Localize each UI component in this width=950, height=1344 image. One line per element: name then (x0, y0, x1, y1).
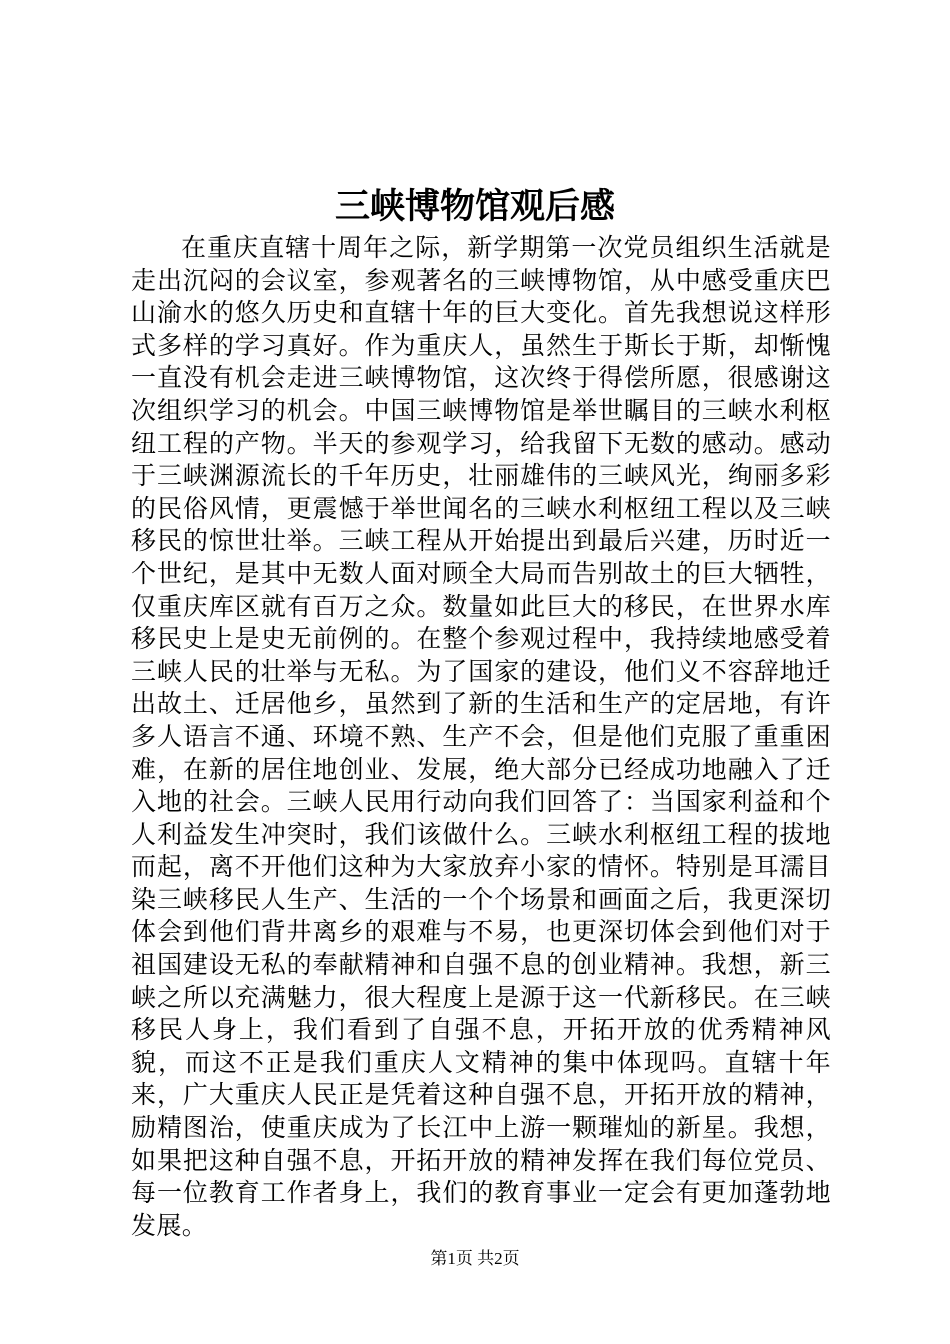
document-title: 三峡博物馆观后感 (334, 186, 615, 227)
body-paragraph: 在重庆直辖十周年之际，新学期第一次党员组织生活就是走出沉闷的会议室，参观著名的三峡博物馆，从中感受重庆巴山渝水的悠久历史和直辖十年的巨大变化。首先我想说这样形式多样的学习真好。作为重庆人，虽然生于斯长于斯，却惭愧一直没有机会走进三峡博物馆，这次终于得偿所愿，很感谢这次组织学习的机会。中国三峡博物馆是举世瞩目的三峡水利枢纽工程的产物。半天的参观学习，给我留下无数的感动。感动于三峡渊源流长的千年历史，壮丽雄伟的三峡风光，绚丽多彩的民俗风情，更震憾于举世闻名的三峡水利枢纽工程以及三峡移民的惊世壮举。三峡工程从开始提出到最后兴建，历时近一个世纪，是其中无数人面对顾全大局而告别故土的巨大牺牲，仅重庆库区就有百万之众。数量如此巨大的移民，在世界水库移民史上是史无前例的。在整个参观过程中，我持续地感受着三峡人民的壮举与无私。为了国家的建设，他们义不容辞地迁出故土、迁居他乡，虽然到了新的生活和生产的定居地，有许多人语言不通、环境不熟、生产不会，但是他们克服了重重困难，在新的居住地创业、发展，绝大部分已经成功地融入了迁入地的社会。三峡人民用行动向我们回答了：当国家利益和个人利益发生冲突时，我们该做什么。三峡水利枢纽工程的拔地而起，离不开他们这种为大家放弃小家的情怀。特别是耳濡目染三峡移民人生产、生活的一个个场景和画面之后，我更深切体会到他们背井离乡的艰难与不易，也更深切体会到他们对于祖国建设无私的奉献精神和自强不息的创业精神。我想，新三峡之所以充满魅力，很大程度上是源于这一代新移民。在三峡移民人身上，我们看到了自强不息，开拓开放的优秀精神风貌，而这不正是我们重庆人文精神的集中体现吗。直辖十年来，广大重庆人民正是凭着这种自强不息，开拓开放的精神，励精图治，使重庆成为了长江中上游一颗璀灿的新星。我想，如果把这种自强不息，开拓开放的精神发挥在我们每位党员、每一位教育工作者身上，我们的教育事业一定会有更加蓬勃地发展。 (131, 233, 831, 1240)
page-number-footer: 第1页 共2页 (430, 1249, 520, 1268)
